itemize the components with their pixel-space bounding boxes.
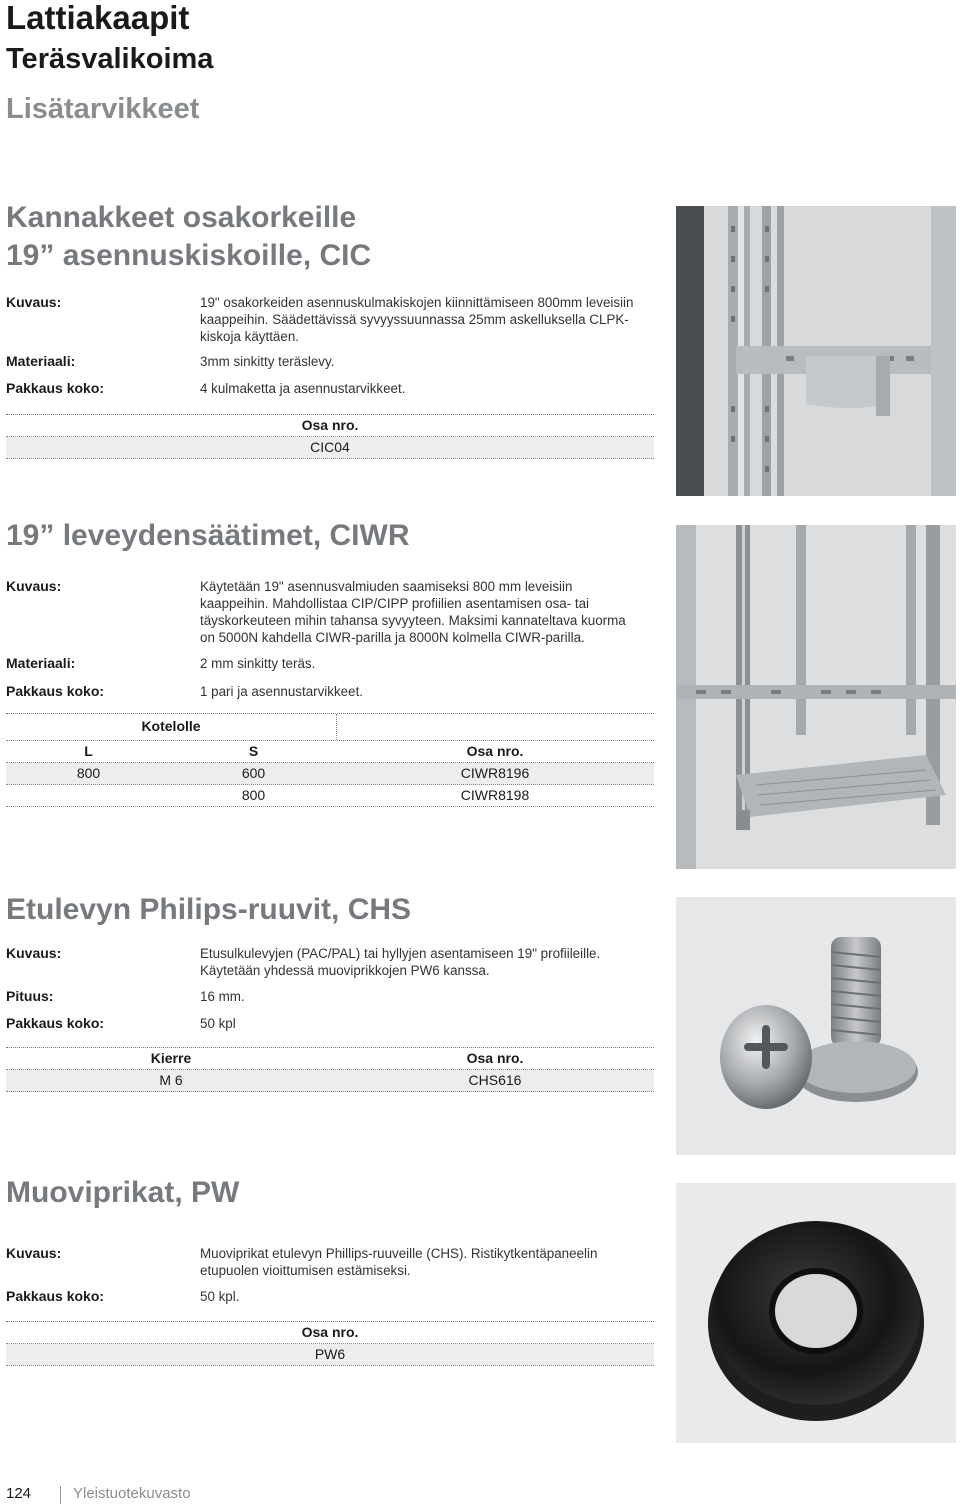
ciwr-kuvaus-line3: täyskorkeuteen mihin tahansa syvyyteen. Maksimi kannateltava kuorma bbox=[200, 613, 626, 628]
cic-kuvaus-line1: 19" osakorkeiden asennuskulmakiskojen kiinnittämiseen 800mm leveisiin bbox=[200, 295, 634, 310]
ciwr-row2-s: 800 bbox=[241, 787, 266, 803]
ciwr-title: 19” leveydensäätimet, CIWR bbox=[6, 519, 410, 552]
ciwr-row2-part: CIWR8198 bbox=[460, 787, 530, 803]
ciwr-col-l: L bbox=[84, 743, 93, 759]
ciwr-product-photo bbox=[676, 525, 956, 869]
cic-pakkaus-label: Pakkaus koko: bbox=[6, 380, 105, 396]
cic-kuvaus-line2: kaappeihin. Säädettävissä syvyyssuunnassa 25mm askelluksella CLPK- bbox=[200, 312, 629, 327]
ciwr-col-part: Osa nro. bbox=[466, 743, 524, 759]
ciwr-kuvaus-line1: Käytetään 19" asennusvalmiuden saamiseksi 800 mm leveisiin bbox=[200, 579, 573, 594]
chs-kuvaus-label: Kuvaus: bbox=[6, 945, 62, 961]
chs-pakkaus-label: Pakkaus koko: bbox=[6, 1015, 105, 1031]
pw-kuvaus-line1: Muoviprikat etulevyn Phillips-ruuveille (CHS). Ristikytkentäpaneelin bbox=[200, 1246, 598, 1261]
table-row bbox=[6, 1344, 654, 1366]
page-number: 124 bbox=[6, 1485, 32, 1502]
pw-part-number: PW6 bbox=[314, 1346, 346, 1362]
chs-kuvaus-line2: Käytetään yhdessä muoviprikkojen PW6 kanssa. bbox=[200, 963, 490, 978]
ciwr-col-s: S bbox=[248, 743, 259, 759]
page-subtitle: Teräsvalikoima bbox=[6, 43, 214, 75]
cic-part-number: CIC04 bbox=[310, 439, 350, 455]
table-row bbox=[6, 763, 654, 785]
footer-divider bbox=[60, 1486, 61, 1504]
ciwr-kuvaus-line4: on 5000N kahdella CIWR-parilla ja 8000N kolmella CIWR-parilla. bbox=[200, 630, 585, 645]
ciwr-pakkaus: 1 pari ja asennustarvikkeet. bbox=[200, 684, 364, 699]
chs-col-kierre: Kierre bbox=[150, 1050, 192, 1066]
chs-part-number: CHS616 bbox=[468, 1072, 522, 1088]
ciwr-part-table bbox=[6, 713, 654, 807]
chs-title: Etulevyn Philips-ruuvit, CHS bbox=[6, 893, 412, 926]
table-header-row bbox=[6, 1048, 654, 1070]
rack-bracket-illustration bbox=[676, 206, 956, 496]
page-title: Lattiakaapit bbox=[6, 0, 190, 36]
cic-title-line2: 19” asennuskiskoille, CIC bbox=[6, 239, 372, 272]
pw-kuvaus-line2: etupuolen vioittumisen estämiseksi. bbox=[200, 1263, 411, 1278]
chs-pituus: 16 mm. bbox=[200, 989, 245, 1004]
chs-part-table bbox=[6, 1047, 654, 1092]
cic-pakkaus: 4 kulmaketta ja asennustarvikkeet. bbox=[200, 381, 406, 396]
ciwr-row1-l: 800 bbox=[76, 765, 101, 781]
cic-product-photo bbox=[676, 206, 956, 496]
cic-title-line1: Kannakkeet osakorkeille bbox=[6, 201, 357, 234]
table-header-row bbox=[6, 415, 654, 437]
pw-product-photo bbox=[676, 1183, 956, 1443]
cic-materiaali-label: Materiaali: bbox=[6, 353, 76, 369]
pw-part-header: Osa nro. bbox=[301, 1324, 359, 1340]
ciwr-pakkaus-label: Pakkaus koko: bbox=[6, 683, 105, 699]
table-row bbox=[6, 437, 654, 459]
cic-part-header: Osa nro. bbox=[301, 417, 359, 433]
ciwr-row1-s: 600 bbox=[241, 765, 266, 781]
table-row bbox=[6, 1070, 654, 1092]
chs-kierre: M 6 bbox=[159, 1072, 183, 1088]
ciwr-materiaali-label: Materiaali: bbox=[6, 655, 76, 671]
chs-pakkaus: 50 kpl bbox=[200, 1016, 236, 1031]
cic-kuvaus-label: Kuvaus: bbox=[6, 294, 62, 310]
pw-title: Muoviprikat, PW bbox=[6, 1176, 240, 1209]
section-title: Lisätarvikkeet bbox=[6, 93, 200, 125]
cabinet-frame-illustration bbox=[676, 525, 956, 869]
chs-kuvaus-line1: Etusulkulevyjen (PAC/PAL) tai hyllyjen asentamiseen 19" profiileille. bbox=[200, 946, 601, 961]
ciwr-kuvaus-line2: kaappeihin. Mahdollistaa CIP/CIPP profiilien asentamisen osa- tai bbox=[200, 596, 590, 611]
phillips-screw-illustration bbox=[676, 897, 956, 1155]
pw-kuvaus-label: Kuvaus: bbox=[6, 1245, 62, 1261]
cic-part-table bbox=[6, 414, 654, 459]
pw-pakkaus-label: Pakkaus koko: bbox=[6, 1288, 105, 1304]
chs-col-part: Osa nro. bbox=[466, 1050, 524, 1066]
table-header-row bbox=[6, 741, 654, 763]
pw-part-table bbox=[6, 1321, 654, 1366]
cic-materiaali: 3mm sinkitty teräslevy. bbox=[200, 354, 335, 369]
ciwr-kuvaus-label: Kuvaus: bbox=[6, 578, 62, 594]
ciwr-group-header: Kotelolle bbox=[141, 718, 201, 734]
ciwr-materiaali: 2 mm sinkitty teräs. bbox=[200, 656, 316, 671]
chs-pituus-label: Pituus: bbox=[6, 988, 54, 1004]
table-header-row bbox=[6, 1322, 654, 1344]
pw-pakkaus: 50 kpl. bbox=[200, 1289, 240, 1304]
cic-kuvaus-line3: kiskoja käyttäen. bbox=[200, 329, 299, 344]
table-row bbox=[6, 785, 654, 807]
footer-catalog-name: Yleistuotekuvasto bbox=[73, 1485, 191, 1502]
chs-product-photo bbox=[676, 897, 956, 1155]
plastic-washer-illustration bbox=[676, 1183, 956, 1443]
table-group-header-row bbox=[6, 714, 654, 741]
ciwr-row1-part: CIWR8196 bbox=[460, 765, 530, 781]
